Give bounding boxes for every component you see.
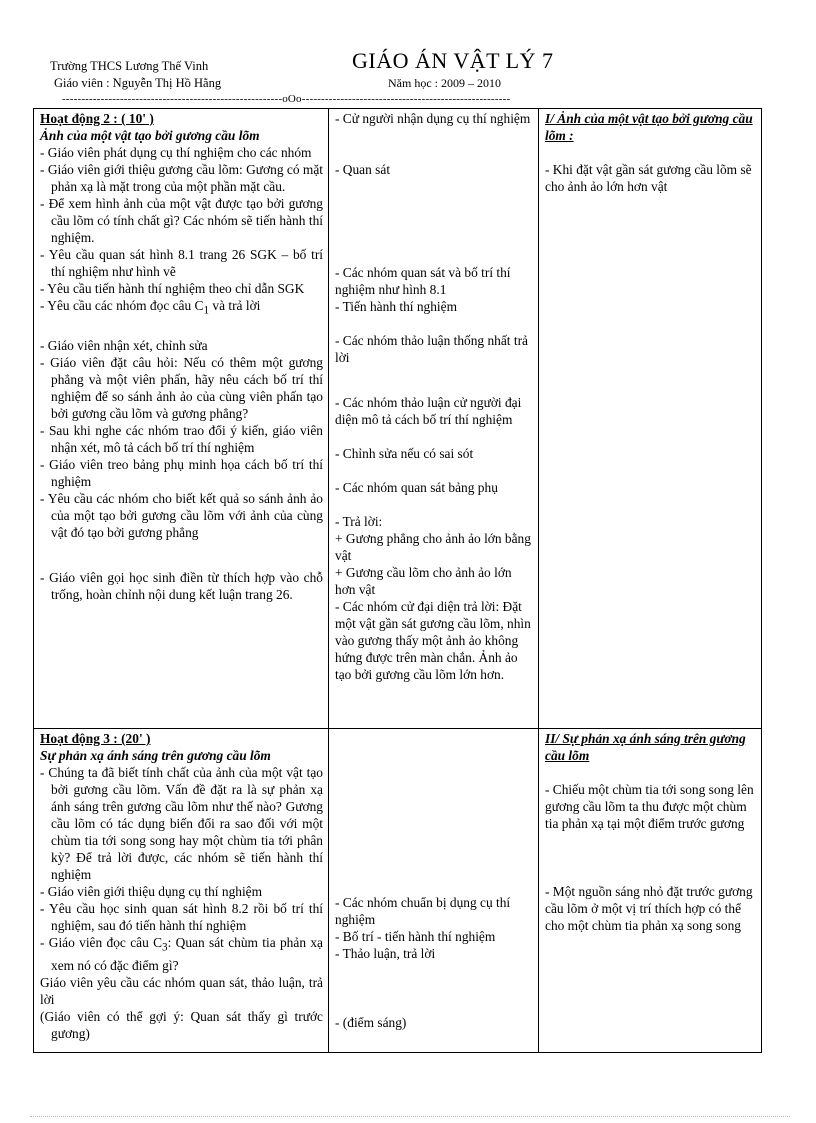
section-text: - Chiếu một chùm tia tới song song lên gương cầu lõm ta thu được một chùm tia phản xạ tại một điểm trước gương	[545, 782, 754, 831]
list-item: - Quan sát	[335, 162, 391, 177]
list-item: - Chỉnh sửa nếu có sai sót	[335, 446, 474, 461]
list-item-tail: : Quan sát chùm tia phản xạ xem nó có đặc điểm gì?	[51, 935, 323, 973]
list-item: - Giáo viên treo bảng phụ minh họa cách bố trí thí nghiệm	[40, 456, 323, 489]
table-row	[34, 109, 762, 729]
section-text: - Một nguồn sáng nhỏ đặt trước gương cầu lõm ở một vị trí thích hợp có thể cho một chùm tia phản xạ song song	[545, 884, 753, 933]
list-item: - Các nhóm cử đại diện trả lời: Đặt một vật gần sát gương cầu lõm, nhìn vào gương thấy một ảnh ảo không hứng được trên màn chắn. Ảnh ảo tạo bởi gương cầu lõm lớn hơn.	[335, 599, 531, 682]
teacher-activity-cell	[34, 109, 329, 729]
list-item: - Để xem hình ảnh của một vật được tạo bởi gương cầu lõm có tính chất gì? Các nhóm sẽ tiến hành thí nghiệm.	[40, 196, 323, 245]
lesson-table	[33, 108, 762, 1053]
list-item: - Giáo viên giới thiệu gương cầu lõm: Gương có mặt phản xạ là mặt trong của một phần mặt cầu.	[40, 162, 323, 194]
activity-heading: Hoạt động 3 : (20' )	[40, 731, 151, 746]
list-item-tail: và trả lời	[209, 298, 261, 313]
section-text: - Khi đặt vật gần sát gương cầu lõm sẽ cho ảnh ảo lớn hơn vật	[545, 162, 752, 194]
section-heading: II/ Sự phản xạ ánh sáng trên gương cầu lõm	[545, 731, 746, 763]
school-year: Năm học : 2009 – 2010	[388, 76, 501, 90]
list-item: (Giáo viên có thể gợi ý: Quan sát thấy gì trước gương)	[40, 1008, 323, 1041]
list-item: - Giáo viên nhận xét, chỉnh sửa	[40, 337, 208, 353]
list-item: - Giáo viên gọi học sinh điền từ thích hợp vào chỗ trống, hoàn chỉnh nội dung kết luận trang 26.	[40, 569, 323, 602]
teacher-activity-cell	[34, 729, 329, 1053]
content-cell	[539, 729, 762, 1053]
list-item: - Các nhóm quan sát và bố trí thí nghiệm như hình 8.1	[335, 265, 511, 297]
page-title: GIÁO ÁN VẬT LÝ 7	[352, 48, 554, 73]
list-item: - Các nhóm thảo luận cử người đại diện mô tả cách bố trí thí nghiệm	[335, 395, 522, 427]
list-item: - Giáo viên phát dụng cụ thí nghiệm cho các nhóm	[40, 145, 312, 160]
teacher-name: Giáo viên : Nguyễn Thị Hồ Hằng	[54, 76, 222, 90]
list-item	[40, 297, 323, 320]
list-item: - Yêu cầu tiến hành thí nghiệm theo chỉ dẫn SGK	[40, 281, 305, 296]
header-info	[50, 58, 221, 92]
list-item: - Các nhóm thảo luận thống nhất trả lời	[335, 333, 529, 365]
student-activity-cell	[329, 109, 539, 729]
list-item: - Cử người nhận dụng cụ thí nghiệm	[335, 111, 531, 126]
footer-divider	[30, 1116, 790, 1118]
list-item: - Tiến hành thí nghiệm	[335, 299, 458, 314]
list-item: - Các nhóm quan sát bảng phụ	[335, 480, 498, 495]
list-item: - Trả lời:	[335, 514, 383, 529]
list-item: - Bố trí - tiến hành thí nghiệm	[335, 929, 496, 944]
list-item: - Yêu cầu các nhóm cho biết kết quả so sánh ảnh ảo của một tạo bởi gương cầu lõm với ảnh của cùng vật đó tạo bởi gương phẳng	[40, 490, 323, 540]
question-subscript: 3	[162, 941, 168, 954]
list-item: + Gương cầu lõm cho ảnh ảo lớn hơn vật	[335, 565, 512, 597]
activity-subheading: Ảnh của một vật tạo bởi gương cầu lõm	[40, 128, 260, 143]
separator-line: ---------------------------------------------------------oOo------------------------------------------------------	[62, 93, 511, 105]
content-cell	[539, 109, 762, 729]
activity-heading: Hoạt động 2 : ( 10' )	[40, 111, 154, 126]
school-name: Trường THCS Lương Thế Vinh	[50, 59, 209, 73]
list-item: - Chúng ta đã biết tính chất của ảnh của một vật tạo bởi gương cầu lõm. Vấn đề đặt ra là sự phản xạ ánh sáng trên gương cầu lõm như thế nào? Gương cầu lõm có tác dụng biến đổi ra sao đối với một chùm tia tới song song hay một chùm tia tới phân kỳ? Để trả lời được, các nhóm sẽ tiến hành thí nghiệm	[40, 765, 323, 882]
list-item: - Yêu cầu quan sát hình 8.1 trang 26 SGK – bố trí thí nghiệm như hình vẽ	[40, 247, 323, 279]
list-item: - Thảo luận, trả lời	[335, 946, 436, 961]
question-subscript: 1	[203, 304, 210, 317]
list-item: + Gương phẳng cho ảnh ảo lớn bằng vật	[335, 531, 531, 563]
list-item: - (điểm sáng)	[335, 1015, 407, 1030]
list-item: - Sau khi nghe các nhóm trao đổi ý kiến, giáo viên nhận xét, mô tả cách bố trí thí nghiệm	[40, 422, 323, 455]
list-item-text: - Yêu cầu các nhóm đọc câu C	[40, 298, 204, 313]
list-item: Giáo viên yêu cầu các nhóm quan sát, thảo luận, trả lời	[40, 974, 323, 1007]
list-item: - Giáo viên giới thiệu dụng cụ thí nghiệm	[40, 884, 263, 899]
activity-subheading: Sự phản xạ ánh sáng trên gương cầu lõm	[40, 748, 271, 763]
list-item: - Các nhóm chuẩn bị dụng cụ thí nghiệm	[335, 895, 511, 927]
section-heading: I/ Ảnh của một vật tạo bởi gương cầu lõm :	[545, 111, 753, 143]
table-row	[34, 729, 762, 1053]
list-item	[40, 934, 323, 974]
student-activity-cell	[329, 729, 539, 1053]
list-item-text: - Giáo viên đọc câu C	[40, 935, 163, 950]
list-item: - Yêu cầu học sinh quan sát hình 8.2 rồi bố trí thí nghiệm, sau đó tiến hành thí nghiệm	[40, 901, 323, 933]
list-item: - Giáo viên đặt câu hỏi: Nếu có thêm một gương phẳng và một viên phấn, hãy nêu cách bố trí thí nghiệm để so sánh ảnh ảo của cùng viên phấn tạo bởi gương cầu lõm và gương phẳng?	[40, 354, 323, 421]
